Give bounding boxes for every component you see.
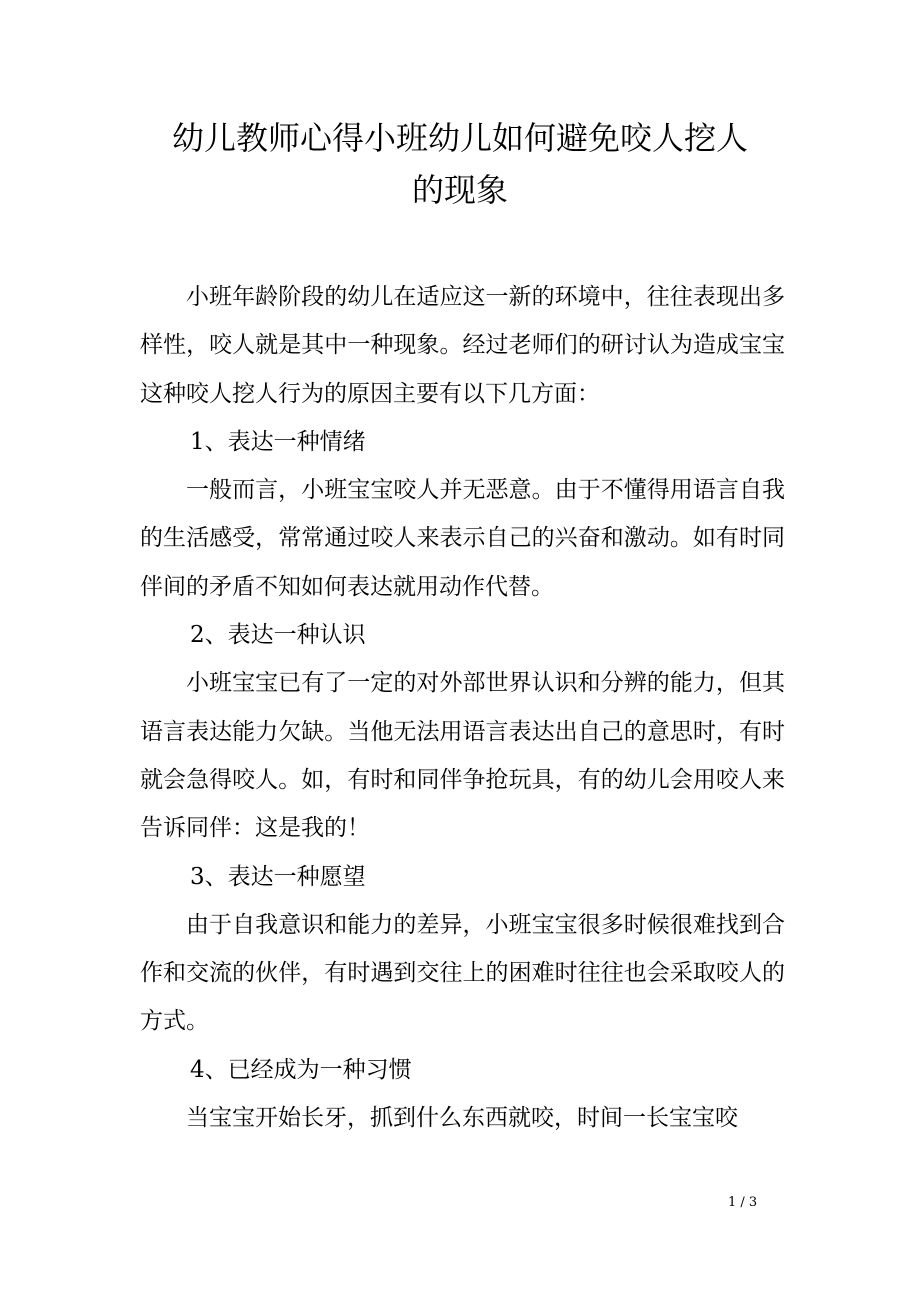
section-heading-1: 1、表达一种情绪 xyxy=(190,428,366,455)
document-title xyxy=(120,112,800,216)
section-paragraph-3: 由于自我意识和能力的差异，小班宝宝很多时候很难找到合作和交流的伙伴，有时遇到交往上的困难时往往也会采取咬人的方式。 xyxy=(140,911,785,1035)
document-body xyxy=(140,273,785,1142)
intro-paragraph: 小班年龄阶段的幼儿在适应这一新的环境中，往往表现出多样性，咬人就是其中一种现象。经过老师们的研讨认为造成宝宝这种咬人挖人行为的原因主要有以下几方面： xyxy=(140,284,785,407)
title-line-2: 的现象 xyxy=(411,171,508,209)
section-paragraph-4: 当宝宝开始长牙，抓到什么东西就咬，时间一长宝宝咬 xyxy=(186,1105,738,1132)
section-heading-3: 3、表达一种愿望 xyxy=(190,863,366,890)
title-line-1: 幼儿教师心得小班幼儿如何避免咬人挖人 xyxy=(171,119,748,157)
section-paragraph-1: 一般而言，小班宝宝咬人并无恶意。由于不懂得用语言自我的生活感受，常常通过咬人来表示自己的兴奋和激动。如有时同伴间的矛盾不知如何表达就用动作代替。 xyxy=(140,477,785,600)
section-heading-2: 2、表达一种认识 xyxy=(190,622,366,649)
section-heading-4: 4、已经成为一种习惯 xyxy=(190,1056,412,1083)
page-number: 1 / 3 xyxy=(728,1195,758,1210)
section-paragraph-2: 小班宝宝已有了一定的对外部世界认识和分辨的能力，但其语言表达能力欠缺。当他无法用语言表达出自己的意思时，有时就会急得咬人。如，有时和同伴争抢玩具，有的幼儿会用咬人来告诉同伴：这是我的！ xyxy=(140,670,785,842)
